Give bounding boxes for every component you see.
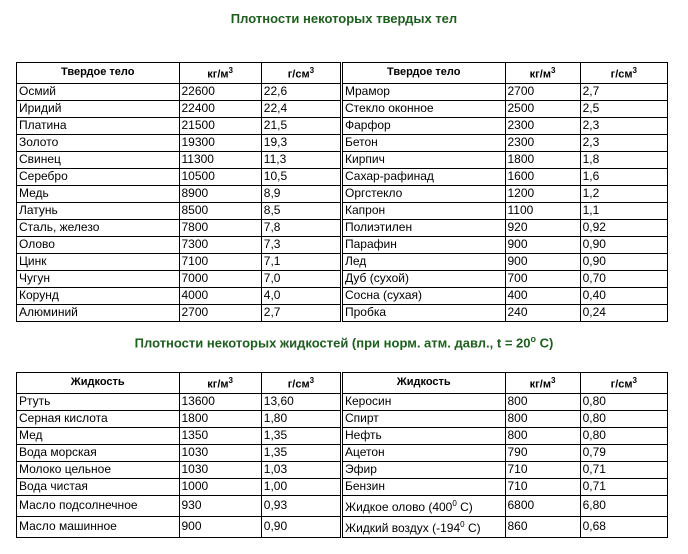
table-row — [17, 253, 341, 270]
cell-kg: 1350 — [179, 427, 261, 444]
cell-kg: 13600 — [179, 393, 261, 410]
header-name: Жидкость — [343, 373, 506, 394]
cell-g: 1,35 — [261, 444, 340, 461]
header-g: $г/см^3$ — [580, 373, 667, 394]
header-name: Твердое тело — [17, 63, 180, 84]
solids-table-right — [342, 62, 668, 322]
cell-g: 21,5 — [261, 117, 340, 134]
cell-kg: 900 — [505, 253, 580, 270]
cell-g: 0,71 — [580, 461, 667, 478]
header-name: Жидкость — [17, 373, 180, 394]
header-kg: $кг/м^3$ — [505, 63, 580, 84]
cell-name: Керосин — [343, 393, 506, 410]
cell-g: 8,5 — [261, 202, 340, 219]
table-row — [343, 495, 668, 516]
cell-kg: 710 — [505, 478, 580, 495]
table-header-row — [17, 373, 341, 394]
cell-g: 0,80 — [580, 427, 667, 444]
cell-kg: 1200 — [505, 185, 580, 202]
cell-g: 2,3 — [580, 117, 667, 134]
cell-kg: 22400 — [179, 100, 261, 117]
cell-name: Золото — [17, 134, 180, 151]
cell-kg: 400 — [505, 287, 580, 304]
table-row — [17, 304, 341, 321]
cell-kg: 7800 — [179, 219, 261, 236]
cell-kg: 240 — [505, 304, 580, 321]
table-row — [17, 461, 341, 478]
cell-g: 0,90 — [580, 236, 667, 253]
cell-name: Сахар-рафинад — [343, 168, 506, 185]
cell-name: Нефть — [343, 427, 506, 444]
cell-kg: 8500 — [179, 202, 261, 219]
table-row — [343, 478, 668, 495]
table-row — [17, 168, 341, 185]
cell-kg: 8900 — [179, 185, 261, 202]
table-row — [343, 304, 668, 321]
cell-name: Бензин — [343, 478, 506, 495]
cell-g: 7,1 — [261, 253, 340, 270]
cell-kg: 10500 — [179, 168, 261, 185]
table-row — [17, 202, 341, 219]
cell-name: Стекло оконное — [343, 100, 506, 117]
cell-kg: 2300 — [505, 117, 580, 134]
table-row — [17, 478, 341, 495]
cell-kg: 920 — [505, 219, 580, 236]
cell-g: 1,2 — [580, 185, 667, 202]
cell-name: Полиэтилен — [343, 219, 506, 236]
cell-kg: 930 — [179, 495, 261, 516]
table-row — [17, 151, 341, 168]
cell-g: 7,3 — [261, 236, 340, 253]
table-row — [17, 270, 341, 287]
table-row — [343, 202, 668, 219]
table-header-row — [343, 63, 668, 84]
cell-g: 7,8 — [261, 219, 340, 236]
table-row — [343, 516, 668, 537]
cell-kg: 1100 — [505, 202, 580, 219]
cell-kg: 1800 — [505, 151, 580, 168]
cell-name: Капрон — [343, 202, 506, 219]
table-row — [343, 410, 668, 427]
cell-name: Ртуть — [17, 393, 180, 410]
cell-kg: 4000 — [179, 287, 261, 304]
cell-name: Медь — [17, 185, 180, 202]
table-row — [343, 117, 668, 134]
cell-g: 1,00 — [261, 478, 340, 495]
cell-kg: 21500 — [179, 117, 261, 134]
cell-kg: 800 — [505, 393, 580, 410]
cell-kg: 2300 — [505, 134, 580, 151]
table-header-row — [343, 373, 668, 394]
table-row — [17, 185, 341, 202]
cell-name: Латунь — [17, 202, 180, 219]
cell-g: 11,3 — [261, 151, 340, 168]
cell-kg: 7100 — [179, 253, 261, 270]
table-row — [343, 461, 668, 478]
liquids-table-left — [16, 372, 341, 538]
cell-kg: 860 — [505, 516, 580, 537]
table-row — [343, 100, 668, 117]
cell-g: 0,80 — [580, 410, 667, 427]
table-row — [343, 393, 668, 410]
cell-name: Жидкий воздух ($-194^0$ С) — [343, 516, 506, 537]
cell-kg: 2700 — [179, 304, 261, 321]
cell-name: Жидкое олово ($400^0$ С) — [343, 495, 506, 516]
cell-name: Вода чистая — [17, 478, 180, 495]
cell-kg: 900 — [179, 516, 261, 537]
table-row — [17, 219, 341, 236]
cell-g: 1,03 — [261, 461, 340, 478]
cell-name: Молоко цельное — [17, 461, 180, 478]
cell-name: Сосна (сухая) — [343, 287, 506, 304]
cell-g: 8,9 — [261, 185, 340, 202]
table-row — [343, 151, 668, 168]
cell-kg: 800 — [505, 410, 580, 427]
liquids-table-right — [342, 372, 668, 538]
table-row — [343, 270, 668, 287]
header-name: Твердое тело — [343, 63, 506, 84]
solids-title: Плотности некоторых твердых тел — [230, 11, 458, 26]
header-g: $г/см^3$ — [261, 373, 340, 394]
cell-g: 0,80 — [580, 393, 667, 410]
cell-name: Платина — [17, 117, 180, 134]
table-row — [343, 83, 668, 100]
cell-g: 2,7 — [580, 83, 667, 100]
cell-name: Парафин — [343, 236, 506, 253]
cell-g: 0,92 — [580, 219, 667, 236]
cell-g: 2,7 — [261, 304, 340, 321]
cell-g: 6,80 — [580, 495, 667, 516]
cell-kg: 1030 — [179, 461, 261, 478]
cell-name: Ацетон — [343, 444, 506, 461]
cell-kg: 19300 — [179, 134, 261, 151]
table-row — [343, 444, 668, 461]
cell-name: Цинк — [17, 253, 180, 270]
cell-kg: 7000 — [179, 270, 261, 287]
cell-kg: 11300 — [179, 151, 261, 168]
cell-g: 22,6 — [261, 83, 340, 100]
table-row — [17, 393, 341, 410]
cell-kg: 700 — [505, 270, 580, 287]
cell-name: Оргстекло — [343, 185, 506, 202]
cell-kg: 1800 — [179, 410, 261, 427]
cell-g: 1,6 — [580, 168, 667, 185]
cell-kg: 710 — [505, 461, 580, 478]
cell-kg: 2500 — [505, 100, 580, 117]
cell-kg: 900 — [505, 236, 580, 253]
cell-g: 1,35 — [261, 427, 340, 444]
cell-g: 0,68 — [580, 516, 667, 537]
cell-kg: 1600 — [505, 168, 580, 185]
cell-name: Мед — [17, 427, 180, 444]
table-row — [17, 410, 341, 427]
cell-g: 13,60 — [261, 393, 340, 410]
table-row — [343, 427, 668, 444]
table-row — [17, 83, 341, 100]
cell-name: Осмий — [17, 83, 180, 100]
table-row — [17, 427, 341, 444]
cell-name: Эфир — [343, 461, 506, 478]
cell-name: Алюминий — [17, 304, 180, 321]
cell-name: Лед — [343, 253, 506, 270]
solids-table-left — [16, 62, 341, 322]
cell-g: 4,0 — [261, 287, 340, 304]
cell-name: Серная кислота — [17, 410, 180, 427]
table-row — [17, 236, 341, 253]
table-row — [17, 100, 341, 117]
cell-kg: 790 — [505, 444, 580, 461]
liquids-title: Плотности некоторых жидкостей (при норм. атм. давл., $t = 20^o$ C) — [134, 334, 554, 351]
cell-g: 10,5 — [261, 168, 340, 185]
table-row — [343, 253, 668, 270]
cell-name: Кирпич — [343, 151, 506, 168]
cell-name: Свинец — [17, 151, 180, 168]
cell-name: Корунд — [17, 287, 180, 304]
cell-name: Серебро — [17, 168, 180, 185]
header-kg: $кг/м^3$ — [179, 373, 261, 394]
cell-name: Фарфор — [343, 117, 506, 134]
table-row — [17, 516, 341, 537]
cell-name: Пробка — [343, 304, 506, 321]
header-kg: $кг/м^3$ — [179, 63, 261, 84]
cell-g: 0,71 — [580, 478, 667, 495]
cell-g: 19,3 — [261, 134, 340, 151]
cell-kg: 6800 — [505, 495, 580, 516]
cell-g: 0,24 — [580, 304, 667, 321]
table-row — [17, 117, 341, 134]
table-row — [17, 287, 341, 304]
cell-g: 0,90 — [261, 516, 340, 537]
table-header-row — [17, 63, 341, 84]
cell-g: 1,1 — [580, 202, 667, 219]
cell-name: Мрамор — [343, 83, 506, 100]
cell-g: 0,40 — [580, 287, 667, 304]
cell-g: 2,3 — [580, 134, 667, 151]
cell-name: Масло машинное — [17, 516, 180, 537]
header-g: $г/см^3$ — [580, 63, 667, 84]
cell-kg: 800 — [505, 427, 580, 444]
table-row — [343, 134, 668, 151]
table-row — [343, 287, 668, 304]
table-row — [343, 185, 668, 202]
cell-kg: 7300 — [179, 236, 261, 253]
cell-name: Чугун — [17, 270, 180, 287]
cell-name: Вода морская — [17, 444, 180, 461]
cell-g: 0,70 — [580, 270, 667, 287]
cell-g: 7,0 — [261, 270, 340, 287]
cell-name: Иридий — [17, 100, 180, 117]
cell-g: 1,80 — [261, 410, 340, 427]
table-row — [343, 236, 668, 253]
cell-kg: 1030 — [179, 444, 261, 461]
cell-g: 0,90 — [580, 253, 667, 270]
cell-name: Олово — [17, 236, 180, 253]
cell-kg: 1000 — [179, 478, 261, 495]
cell-name: Сталь, железо — [17, 219, 180, 236]
table-row — [17, 444, 341, 461]
cell-name: Спирт — [343, 410, 506, 427]
header-kg: $кг/м^3$ — [505, 373, 580, 394]
cell-kg: 22600 — [179, 83, 261, 100]
header-g: $г/см^3$ — [261, 63, 340, 84]
table-row — [343, 168, 668, 185]
table-row — [17, 495, 341, 516]
cell-g: 0,93 — [261, 495, 340, 516]
cell-g: 22,4 — [261, 100, 340, 117]
cell-kg: 2700 — [505, 83, 580, 100]
cell-g: 2,5 — [580, 100, 667, 117]
table-row — [17, 134, 341, 151]
cell-g: 0,79 — [580, 444, 667, 461]
cell-g: 1,8 — [580, 151, 667, 168]
cell-name: Дуб (сухой) — [343, 270, 506, 287]
cell-name: Масло подсолнечное — [17, 495, 180, 516]
cell-name: Бетон — [343, 134, 506, 151]
table-row — [343, 219, 668, 236]
